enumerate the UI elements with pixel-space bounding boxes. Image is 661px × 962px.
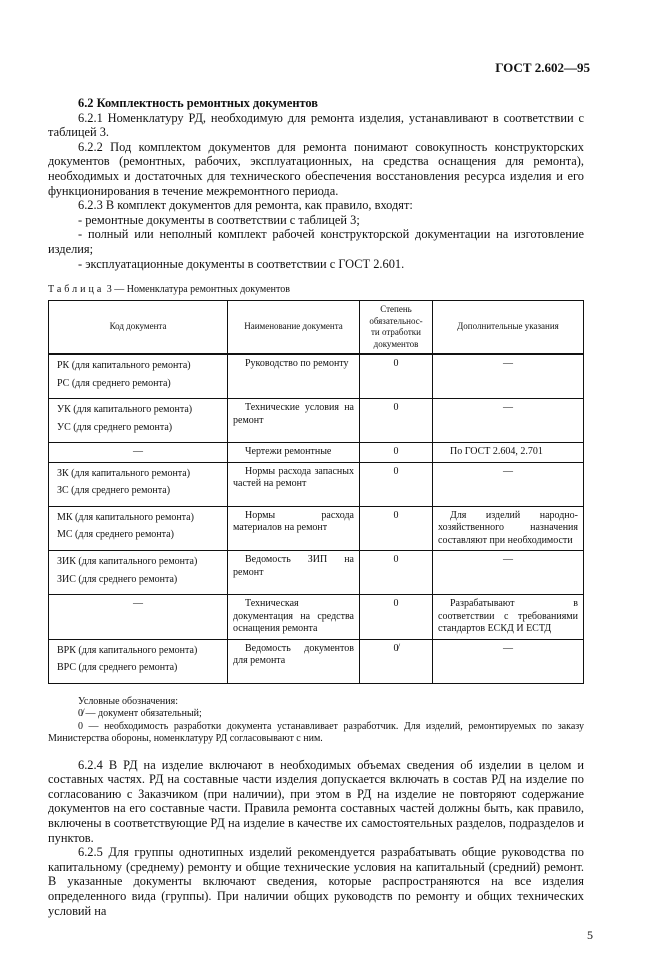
header-notes: Дополнительные указания [433, 301, 584, 355]
cell-name: Технические условия на ремонт [228, 399, 360, 443]
cell-code [49, 595, 228, 640]
cell-degree: 0̸ [360, 639, 433, 683]
cell-note: — [433, 354, 584, 399]
code-line: МК (для капитального ремонта) [57, 511, 194, 523]
section-title: 6.2 Комплектность ремонтных документов [78, 96, 318, 110]
cell-degree: 0 [360, 506, 433, 551]
cell-degree: 0 [360, 354, 433, 399]
cell-code [49, 639, 228, 683]
code-line: ЗС (для среднего ремонта) [57, 485, 171, 497]
cell-code [49, 506, 228, 551]
cell-note: — [433, 462, 584, 506]
cell-degree: 0 [360, 443, 433, 463]
cell-name: Руководство по ремонту [228, 354, 360, 399]
cell-name: Нормы расхода материалов на ремонт [228, 506, 360, 551]
document-header: ГОСТ 2.602—95 [495, 60, 590, 75]
cell-degree: 0 [360, 595, 433, 640]
code-line: — [133, 598, 143, 610]
table-row [49, 551, 584, 595]
legend [48, 696, 584, 746]
body-bottom [48, 758, 584, 919]
cell-note: Разрабатывают в соответствии с требованиями стандартов ЕСКД И ЕСТД [433, 595, 584, 640]
documents-table [48, 300, 584, 684]
table-row [49, 354, 584, 399]
cell-name: Техническая документация на средства оснащения ремонта [228, 595, 360, 640]
table-row [49, 639, 584, 683]
cell-note: — [433, 639, 584, 683]
code-line: ЗК (для капитального ремонта) [57, 467, 191, 479]
cell-name: Ведомость ЗИП на ремонт [228, 551, 360, 595]
body-top [48, 96, 584, 271]
cell-code [49, 551, 228, 595]
header-name: Наименование документа [228, 301, 360, 355]
table-row [49, 595, 584, 640]
cell-note: По ГОСТ 2.604, 2.701 [433, 443, 584, 463]
cell-name: Ведомость документов для ремонта [228, 639, 360, 683]
code-line: УК (для капитального ремонта) [57, 404, 193, 416]
cell-note: — [433, 399, 584, 443]
caption-text: 3 — Номенклатура ремонтных документов [104, 284, 290, 296]
paragraph: 6.2.5 Для группы однотипных изделий рекомендуется разрабатывать общие руководства по капитальному (среднему) ремонту и общие технические условия на капитальный (средний) ремонт. В указанные документы включают сведения, которые распространяются на все изделия определенного вида (группы). При наличии общих руководств по ремонту и общих технических условий на [48, 845, 584, 918]
code-line: УС (для среднего ремонта) [57, 421, 173, 433]
page-number: 5 [587, 928, 593, 943]
paragraph: 6.2.4 В РД на изделие включают в необходимых объемах сведения об изделии в целом и составных частях. РД на составные части изделия допускается включать в состав РД на изделие по согласованию с Заказчиком (при наличии), при этом в РД на изделие не повторяют содержание документов на его составные части. Правила ремонта составных частей должны быть, как правило, включены в соответствующие РД на изделие в качестве их самостоятельных разделов, подразделов и пунктов. [48, 757, 584, 845]
cell-code [49, 354, 228, 399]
legend-title: Условные обозначения: [78, 695, 179, 707]
table-body [49, 354, 584, 683]
legend-item: 0̸ — документ обязательный; [78, 708, 202, 720]
table-row [49, 506, 584, 551]
code-line: РС (для среднего ремонта) [57, 377, 171, 389]
paragraph: 6.2.2 Под комплектом документов для ремонта понимают совокупность конструкторских документов (ремонтных, рабочих, эксплуатационных, на средства оснащения для ремонта), необходимых и достаточных для технического обеспечения восстановления ресурса изделия и его функционирования в течение межремонтного периода. [48, 139, 584, 198]
cell-degree: 0 [360, 462, 433, 506]
cell-note: — [433, 551, 584, 595]
cell-code [49, 443, 228, 463]
list-item: - полный или неполный комплект рабочей конструкторской документации на изготовление изделия; [48, 227, 584, 256]
paragraph: 6.2.1 Номенклатуру РД, необходимую для ремонта изделия, устанавливают в соответствии с таблицей 3. [48, 110, 584, 140]
header-degree: Степень обязательнос-ти отработки документов [360, 301, 433, 355]
cell-name: Нормы расхода запасных частей на ремонт [228, 462, 360, 506]
code-line: ЗИС (для среднего ремонта) [57, 573, 178, 585]
header-code: Код документа [49, 301, 228, 355]
table-row [49, 399, 584, 443]
table-row [49, 443, 584, 463]
list-item: - эксплуатационные документы в соответствии с ГОСТ 2.601. [78, 256, 405, 271]
cell-name: Чертежи ремонтные [228, 443, 360, 463]
caption-label: Таблица [48, 284, 105, 296]
cell-code [49, 399, 228, 443]
table-header-row [49, 301, 584, 355]
list-item: - ремонтные документы в соответствии с таблицей 3; [78, 212, 360, 227]
cell-degree: 0 [360, 399, 433, 443]
cell-note: Для изделий народно-хозяйственного назначения составляют при необходимости [433, 506, 584, 551]
table-caption [48, 283, 584, 296]
code-line: РК (для капитального ремонта) [57, 360, 191, 372]
cell-code [49, 462, 228, 506]
code-line: — [133, 446, 143, 458]
code-line: ЗИК (для капитального ремонта) [57, 556, 198, 568]
paragraph: 6.2.3 В комплект документов для ремонта, как правило, входят: [78, 198, 413, 213]
code-line: ВРС (для среднего ремонта) [57, 662, 178, 674]
cell-degree: 0 [360, 551, 433, 595]
legend-item: 0 — необходимость разработки документа устанавливает разработчик. Для изделий, ремонтируемых по заказу Министерства обороны, номенклатуру РД согласовывают с ним. [48, 720, 584, 745]
code-line: ВРК (для капитального ремонта) [57, 644, 198, 656]
table-row [49, 462, 584, 506]
code-line: МС (для среднего ремонта) [57, 529, 174, 541]
